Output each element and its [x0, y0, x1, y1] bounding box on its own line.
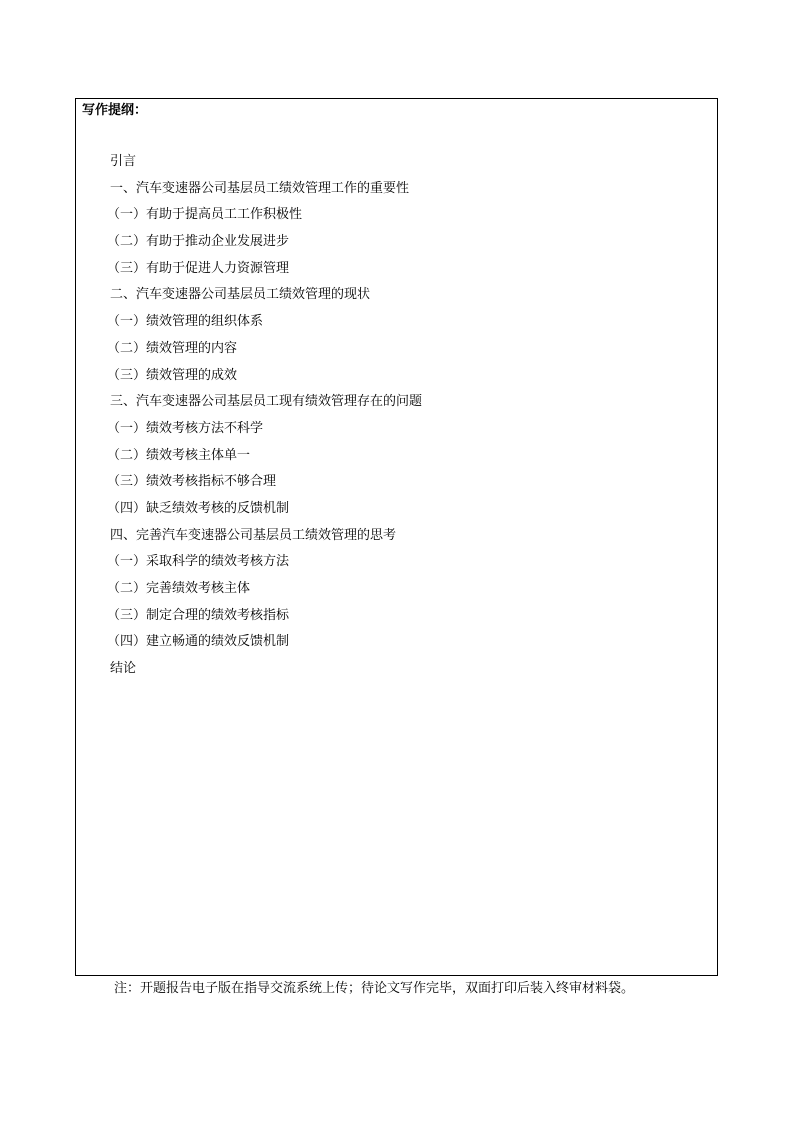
- outline-item: 引言: [110, 154, 137, 169]
- outline-item: 二、汽车变速器公司基层员工绩效管理的现状: [110, 287, 371, 303]
- outline-item: （二）绩效管理的内容: [107, 340, 238, 356]
- outline-item: 一、汽车变速器公司基层员工绩效管理工作的重要性: [110, 180, 410, 196]
- outline-item: （二）绩效考核主体单一: [107, 447, 251, 463]
- outline-item: （三）绩效考核指标不够合理: [107, 474, 277, 490]
- outline-list: [76, 152, 717, 686]
- outline-item: （四）缺乏绩效考核的反馈机制: [107, 500, 290, 516]
- outline-item: （三）绩效管理的成效: [107, 367, 238, 383]
- outline-item: 四、完善汽车变速器公司基层员工绩效管理的思考: [110, 527, 397, 543]
- outline-item: （一）有助于提高员工工作积极性: [107, 207, 303, 223]
- outline-item: （一）绩效管理的组织体系: [107, 314, 264, 330]
- outline-item: （四）建立畅通的绩效反馈机制: [107, 634, 290, 650]
- outline-item: （二）有助于推动企业发展进步: [107, 234, 290, 250]
- outline-item: （二）完善绩效考核主体: [107, 581, 251, 596]
- outline-heading: 写作提纲：: [82, 103, 148, 118]
- footer-note: 注：开题报告电子版在指导交流系统上传；待论文写作完毕，双面打印后装入终审材料袋。: [114, 981, 635, 996]
- outline-box: [75, 98, 718, 976]
- outline-item: 三、汽车变速器公司基层员工现有绩效管理存在的问题: [110, 394, 423, 410]
- outline-item: 结论: [110, 661, 137, 677]
- outline-item: （一）采取科学的绩效考核方法: [107, 554, 290, 570]
- outline-item: （三）制定合理的绩效考核指标: [107, 607, 290, 623]
- outline-item: （一）绩效考核方法不科学: [107, 420, 264, 436]
- outline-item: （三）有助于促进人力资源管理: [107, 260, 290, 276]
